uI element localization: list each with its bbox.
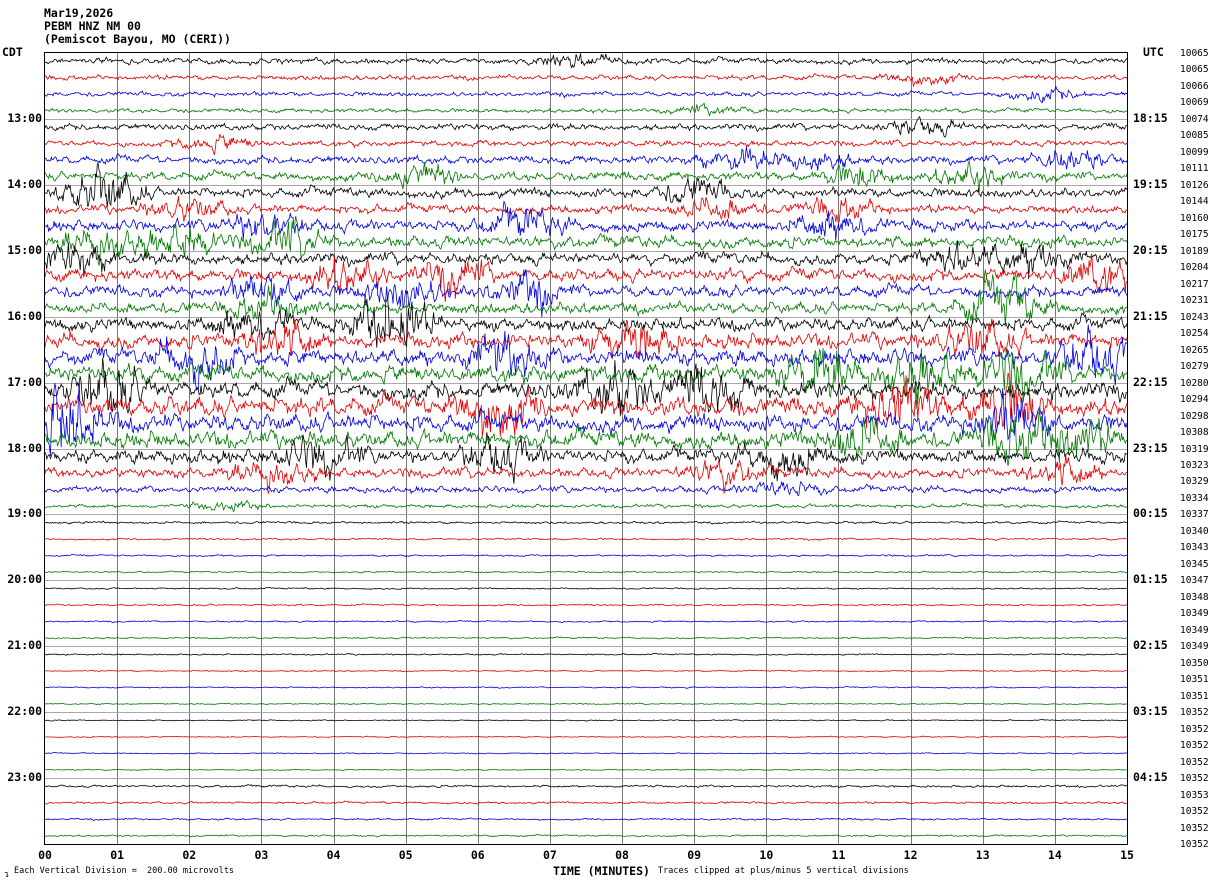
right-time-label: 01:15	[1133, 572, 1168, 587]
trace-scale-value: 10175	[1180, 229, 1209, 241]
trace-scale-value: 10065	[1180, 64, 1209, 76]
trace-scale-value: 10340	[1180, 525, 1209, 537]
x-tick-label: 04	[326, 848, 341, 862]
trace-scale-value: 10085	[1180, 130, 1209, 142]
right-time-label: 21:15	[1133, 308, 1168, 323]
trace-scale-value: 10319	[1180, 443, 1209, 455]
x-tick-label: 08	[615, 848, 629, 862]
x-tick-label: 10	[759, 848, 774, 862]
left-time-label: 15:00	[7, 242, 42, 257]
header-date: Mar19,2026	[44, 6, 114, 20]
hour-gridline	[45, 646, 1127, 647]
trace-scale-value: 10099	[1180, 146, 1209, 158]
hour-gridline	[45, 449, 1127, 450]
left-time-label: 16:00	[7, 308, 42, 323]
trace-scale-value: 10334	[1180, 492, 1209, 504]
trace-scale-value: 10217	[1180, 278, 1209, 290]
left-time-label: 17:00	[7, 374, 42, 389]
trace-scale-value: 10352	[1180, 740, 1209, 752]
x-tick-label: 09	[687, 848, 702, 862]
right-timezone-label: UTC	[1143, 45, 1164, 59]
left-time-label: 21:00	[7, 638, 42, 653]
left-timezone-label: CDT	[2, 45, 23, 59]
trace-scale-value: 10280	[1180, 377, 1209, 389]
trace-scale-value: 10069	[1180, 97, 1209, 109]
left-time-label: 14:00	[7, 176, 42, 191]
x-tick-label: 14	[1047, 848, 1062, 862]
hour-gridline	[45, 317, 1127, 318]
x-tick-label: 02	[182, 848, 197, 862]
header-site: (Pemiscot Bayou, MO (CERI))	[44, 32, 231, 46]
x-tick-label: 05	[398, 848, 413, 862]
hour-gridline	[45, 119, 1127, 120]
trace-scale-value: 10352	[1180, 822, 1209, 834]
trace-scale-value: 10294	[1180, 394, 1209, 406]
hour-gridline	[45, 580, 1127, 581]
left-time-label: 20:00	[7, 572, 42, 587]
trace-scale-value: 10308	[1180, 427, 1209, 439]
x-tick-label: 06	[470, 848, 485, 862]
trace-scale-value: 10348	[1180, 591, 1209, 603]
trace-scale-value: 10323	[1180, 459, 1209, 471]
trace-scale-value: 10349	[1180, 641, 1209, 653]
x-tick-label: 07	[542, 848, 557, 862]
trace-scale-value: 10189	[1180, 245, 1209, 257]
trace-scale-value: 10066	[1180, 80, 1209, 92]
trace-scale-value: 10231	[1180, 295, 1209, 307]
hour-gridline	[45, 251, 1127, 252]
left-time-label: 13:00	[7, 110, 42, 125]
trace-scale-value: 10352	[1180, 756, 1209, 768]
right-time-label: 23:15	[1133, 440, 1168, 455]
trace-scale-value: 10352	[1180, 839, 1209, 850]
trace-scale-value: 10351	[1180, 674, 1209, 686]
hour-gridline	[45, 383, 1127, 384]
trace-scale-value: 10352	[1180, 806, 1209, 818]
clipping-note: Traces clipped at plus/minus 5 vertical divisions	[658, 866, 909, 876]
trace-scale-value: 10111	[1180, 163, 1209, 175]
trace-scale-value: 10279	[1180, 361, 1209, 373]
right-time-label: 04:15	[1133, 770, 1168, 785]
trace-scale-value: 10265	[1180, 344, 1209, 356]
left-time-label: 19:00	[7, 506, 42, 521]
trace-scale-value: 10254	[1180, 328, 1209, 340]
trace-scale-value: 10298	[1180, 410, 1209, 422]
hour-gridline	[45, 712, 1127, 713]
left-time-label: 18:00	[7, 440, 42, 455]
x-tick-label: 13	[975, 848, 990, 862]
trace-scale-value: 10352	[1180, 707, 1209, 719]
trace-scale-value: 10337	[1180, 509, 1209, 521]
trace-scale-value: 10345	[1180, 558, 1209, 570]
right-time-label: 00:15	[1133, 506, 1168, 521]
trace-scale-value: 10243	[1180, 311, 1209, 323]
trace-scale-value: 10160	[1180, 212, 1209, 224]
x-tick-label: 03	[254, 848, 269, 862]
right-time-label: 22:15	[1133, 374, 1168, 389]
header-channel: PEBM HNZ NM 00	[44, 19, 141, 33]
x-tick-label: 11	[831, 848, 846, 862]
trace-scale-value: 10204	[1180, 262, 1209, 274]
hour-gridline	[45, 514, 1127, 515]
trace-scale-value: 10352	[1180, 773, 1209, 785]
left-time-label: 23:00	[7, 770, 42, 785]
x-tick-label: 01	[110, 848, 125, 862]
scale-arrow-icon: ↴	[4, 870, 10, 880]
x-axis-title: TIME (MINUTES)	[553, 864, 650, 878]
trace-scale-value: 10144	[1180, 196, 1209, 208]
trace-scale-value: 10126	[1180, 179, 1209, 191]
right-time-label: 19:15	[1133, 176, 1168, 191]
trace-scale-value: 10074	[1180, 113, 1209, 125]
trace-scale-value: 10350	[1180, 657, 1209, 669]
trace-scale-value: 10352	[1180, 723, 1209, 735]
x-tick-label: 12	[903, 848, 918, 862]
trace-scale-value: 10329	[1180, 476, 1209, 488]
trace-scale-value: 10351	[1180, 690, 1209, 702]
trace-scale-value: 10065	[1180, 48, 1209, 59]
seismogram-plot	[44, 52, 1128, 845]
trace-scale-value: 10347	[1180, 575, 1209, 587]
x-tick-label: 00	[38, 848, 52, 862]
right-time-label: 20:15	[1133, 242, 1168, 257]
trace-scale-value: 10349	[1180, 608, 1209, 620]
trace-scale-value: 10343	[1180, 542, 1209, 554]
vertical-division-note: Each Vertical Division = 200.00 microvolts	[14, 866, 235, 876]
x-tick-label: 15	[1120, 848, 1134, 862]
trace-scale-value: 10349	[1180, 624, 1209, 636]
left-time-label: 22:00	[7, 704, 42, 719]
right-time-label: 03:15	[1133, 704, 1168, 719]
right-time-label: 02:15	[1133, 638, 1168, 653]
right-time-label: 18:15	[1133, 110, 1168, 125]
hour-gridline	[45, 185, 1127, 186]
hour-gridline	[45, 778, 1127, 779]
trace-scale-value: 10353	[1180, 789, 1209, 801]
